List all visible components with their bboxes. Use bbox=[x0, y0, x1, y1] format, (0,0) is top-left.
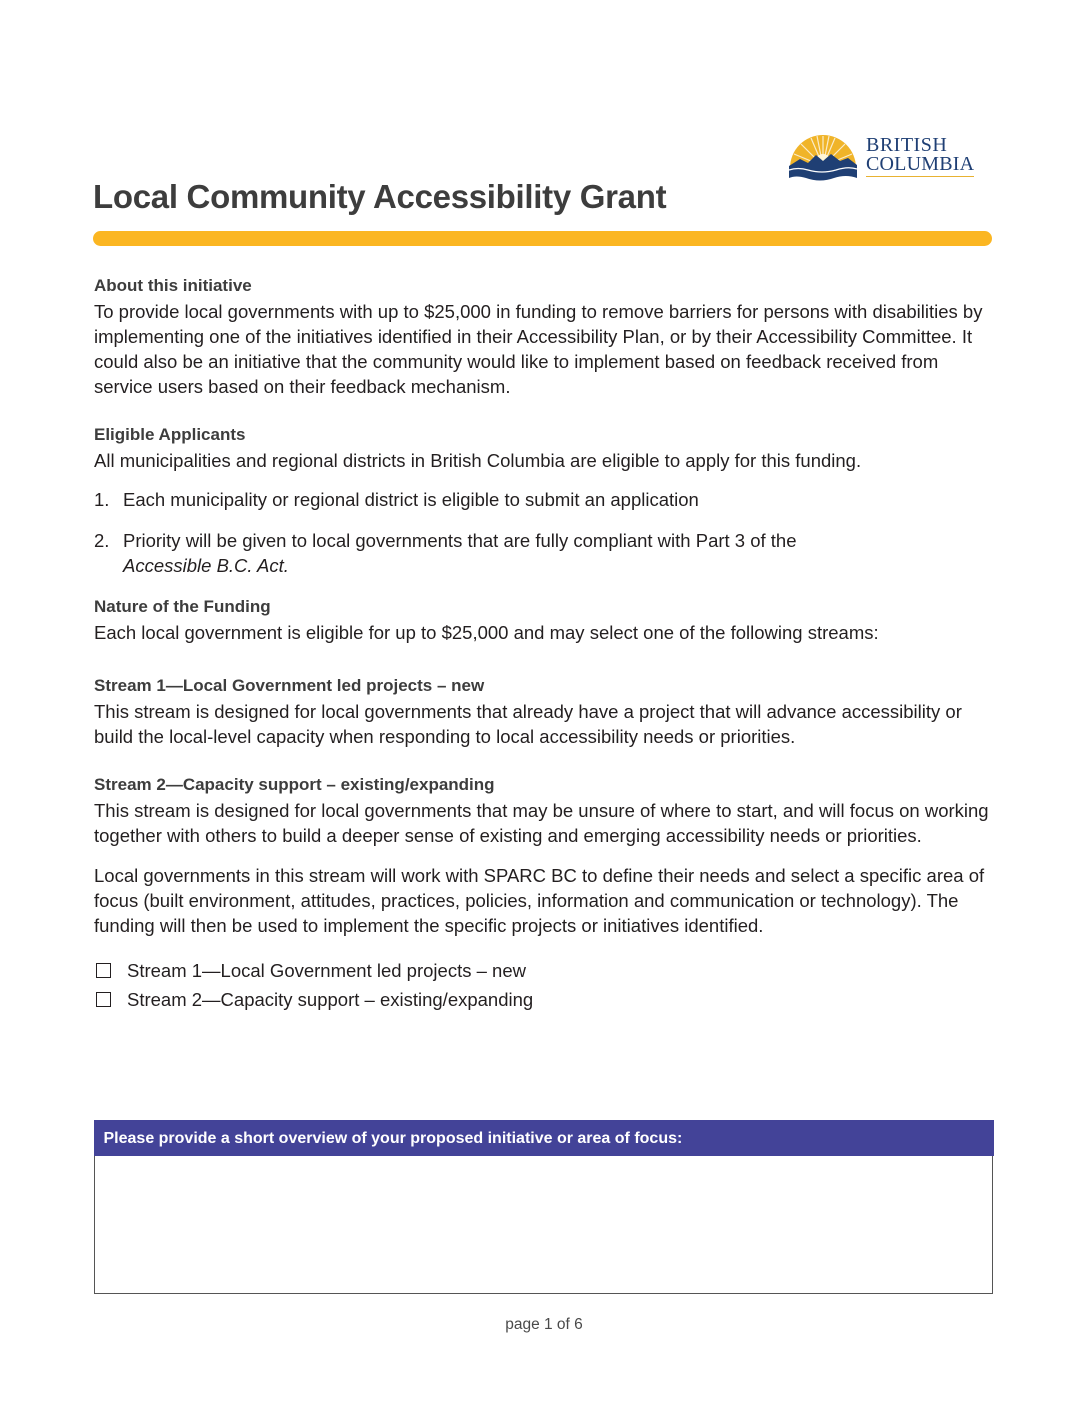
page-title: Local Community Accessibility Grant bbox=[93, 178, 667, 215]
document-body bbox=[94, 273, 994, 1014]
eligible-list bbox=[94, 487, 994, 578]
nature-section bbox=[94, 594, 994, 645]
eligible-heading: Eligible Applicants bbox=[94, 425, 246, 444]
page-number: page 1 of 6 bbox=[505, 1316, 583, 1333]
overview-panel bbox=[94, 1120, 993, 1294]
stream2-checkbox-label: Stream 2—Capacity support – existing/expanding bbox=[127, 988, 534, 1010]
overview-textarea[interactable] bbox=[95, 1156, 992, 1293]
stream1-checkbox-label: Stream 1—Local Government led projects – new bbox=[127, 959, 526, 981]
about-body: To provide local governments with up to $25,000 in funding to remove barriers for persons with disabilities by implementing one of the initiatives identified in their Accessibility Plan, or by their Accessibility Committee. It could also be an initiative that the community would like to implement based on feedback received from service users based on their feedback mechanism. bbox=[94, 301, 983, 397]
stream2-body-1: This stream is designed for local governments that may be unsure of where to start, and will focus on working together with others to build a deeper sense of existing and emerging accessibility needs or priorities. bbox=[94, 800, 989, 846]
bc-sun-mountains-icon bbox=[786, 128, 860, 182]
nature-body: Each local government is eligible for up to $25,000 and may select one of the following streams: bbox=[94, 622, 879, 643]
title-accent-bar bbox=[93, 231, 992, 246]
act-name: Accessible B.C. Act. bbox=[123, 555, 289, 576]
about-heading: About this initiative bbox=[94, 276, 252, 295]
eligible-section bbox=[94, 422, 994, 578]
logo-line-1: BRITISH bbox=[866, 134, 948, 156]
list-item: 1. Each municipality or regional district is eligible to submit an application bbox=[94, 489, 699, 510]
stream2-heading: Stream 2—Capacity support – existing/expanding bbox=[94, 775, 495, 794]
stream1-checkbox[interactable] bbox=[96, 963, 111, 978]
stream2-checkbox-row[interactable] bbox=[94, 985, 994, 1014]
stream1-body: This stream is designed for local governments that already have a project that will advance accessibility or build the local-level capacity when responding to local accessibility needs or priorities. bbox=[94, 701, 962, 747]
stream1-checkbox-row[interactable] bbox=[94, 956, 994, 985]
stream2-checkbox[interactable] bbox=[96, 992, 111, 1007]
list-item: 2. Priority will be given to local governments that are fully compliant with Part 3 of the Accessible B.C. Act. bbox=[94, 530, 797, 576]
overview-label: Please provide a short overview of your proposed initiative or area of focus: bbox=[94, 1120, 994, 1156]
about-section bbox=[94, 273, 994, 399]
stream-checkboxes bbox=[94, 956, 994, 1014]
nature-heading: Nature of the Funding bbox=[94, 597, 271, 616]
stream1-heading: Stream 1—Local Government led projects – new bbox=[94, 676, 485, 695]
stream2-section bbox=[94, 772, 994, 938]
eligible-body: All municipalities and regional districts in British Columbia are eligible to apply for this funding. bbox=[94, 450, 862, 471]
bc-logo bbox=[786, 128, 986, 188]
stream1-section bbox=[94, 673, 994, 749]
logo-line-2: COLUMBIA bbox=[866, 153, 975, 175]
stream2-body-2: Local governments in this stream will work with SPARC BC to define their needs and select a specific area of focus (built environment, attitudes, practices, policies, information and communication or technology). The funding will then be used to implement the specific projects or initiatives identified. bbox=[94, 865, 985, 936]
